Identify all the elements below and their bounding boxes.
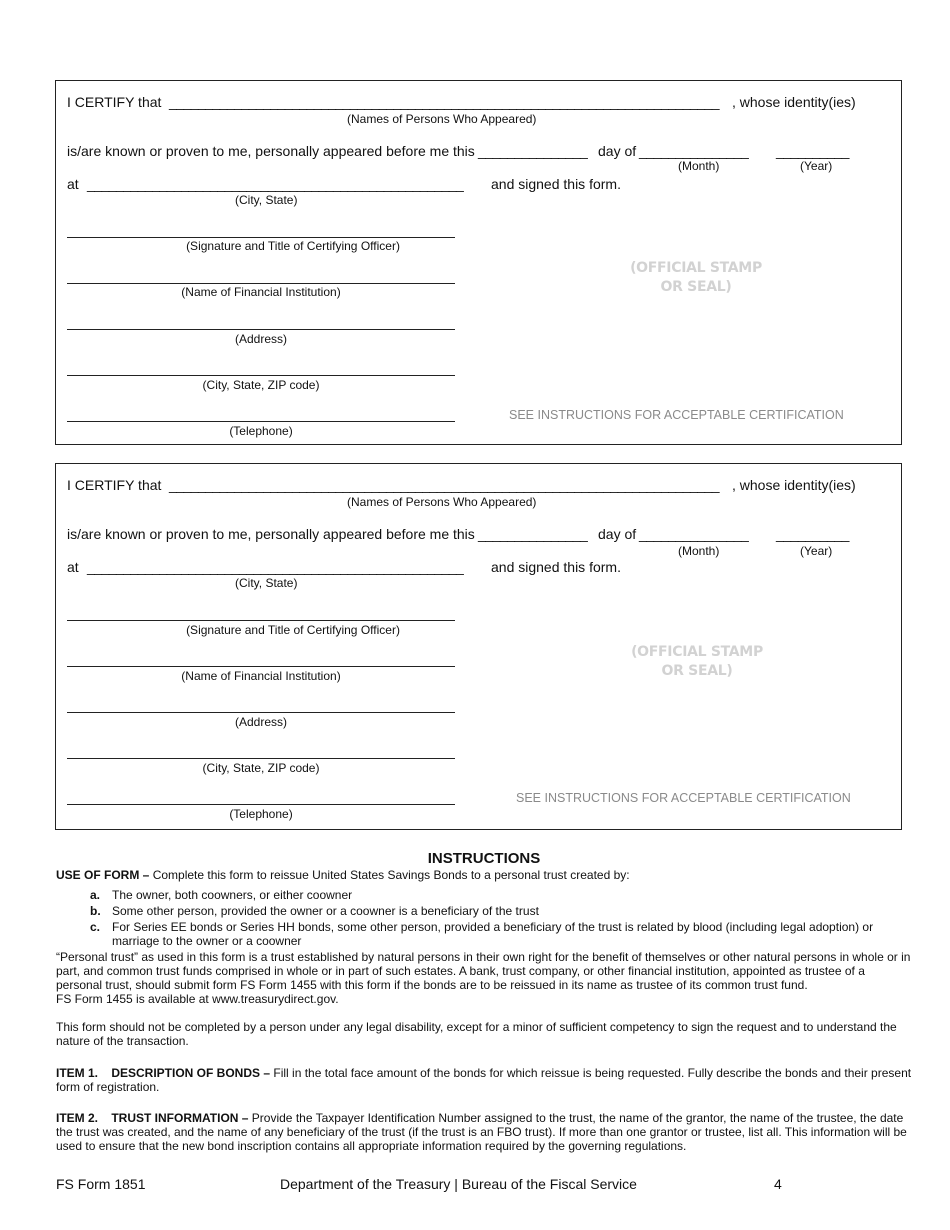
legal-disability-note: This form should not be completed by a person under any legal disability, except for a minor of sufficient competency to sign the request and to understand the nature of the transaction. bbox=[56, 1020, 897, 1048]
city-zip-line[interactable] bbox=[67, 758, 455, 759]
use-of-form-heading: USE OF FORM – bbox=[56, 868, 150, 882]
institution-label: (Name of Financial Institution) bbox=[181, 669, 341, 683]
institution-label: (Name of Financial Institution) bbox=[181, 285, 341, 299]
stamp-line-1: (OFFICIAL STAMP bbox=[630, 260, 762, 276]
city-zip-line[interactable] bbox=[67, 375, 455, 376]
city-zip-label: (City, State, ZIP code) bbox=[202, 378, 320, 392]
institution-line[interactable] bbox=[67, 283, 455, 284]
list-item bbox=[56, 920, 912, 948]
day-of-text: day of bbox=[598, 143, 637, 159]
address-line[interactable] bbox=[67, 712, 455, 713]
names-label: (Names of Persons Who Appeared) bbox=[347, 112, 537, 126]
official-stamp-placeholder bbox=[616, 259, 776, 297]
instructions-section bbox=[56, 850, 912, 1153]
city-field[interactable]: ____________________________________________________ bbox=[87, 176, 464, 192]
year-field[interactable]: __________ bbox=[776, 526, 849, 542]
signature-label: (Signature and Title of Certifying Officer) bbox=[186, 623, 400, 637]
year-label: (Year) bbox=[800, 544, 833, 558]
day-field[interactable]: _______________ bbox=[478, 143, 588, 159]
list-item bbox=[56, 904, 912, 918]
month-field[interactable]: _______________ bbox=[639, 143, 749, 159]
list-item bbox=[56, 888, 912, 902]
personal-trust-definition: “Personal trust” as used in this form is a trust established by natural persons in their own right for the benefit of themselves or other natural persons in whole or in part, and common trust funds comprised in whole or in part of such estates. A bank, trust company, or other financial institution, appointed as trustee of a personal trust, should submit form FS Form 1455 with this form if the bonds are to be reissued in its name as trustee of its common trust fund. bbox=[56, 950, 911, 992]
list-item-text: For Series EE bonds or Series HH bonds, some other person, provided a beneficiary of the trust is related by blood (including legal adoption) or marriage to the owner or a coowner bbox=[112, 920, 874, 948]
year-field[interactable]: __________ bbox=[776, 143, 849, 159]
identity-suffix: , whose identity(ies) bbox=[732, 94, 856, 110]
telephone-label: (Telephone) bbox=[229, 424, 293, 438]
list-marker: b. bbox=[90, 904, 101, 918]
trust-creator-list bbox=[56, 888, 912, 948]
list-item-text: Some other person, provided the owner or a coowner is a beneficiary of the trust bbox=[112, 904, 539, 918]
stamp-line-1: (OFFICIAL STAMP bbox=[631, 644, 763, 660]
telephone-line[interactable] bbox=[67, 421, 455, 422]
official-stamp-placeholder bbox=[617, 643, 777, 681]
signature-line[interactable] bbox=[67, 620, 455, 621]
stamp-line-2: OR SEAL) bbox=[661, 663, 733, 679]
names-label: (Names of Persons Who Appeared) bbox=[347, 495, 537, 509]
names-field[interactable]: ____________________________________________________________________________ bbox=[169, 477, 719, 493]
list-marker: a. bbox=[90, 888, 101, 902]
known-text: is/are known or proven to me, personally appeared before me this bbox=[67, 526, 475, 542]
item-1-text: Fill in the total face amount of the bonds for which reissue is being requested. Fully describe the bonds and their present form of registration. bbox=[56, 1066, 912, 1094]
day-field[interactable]: _______________ bbox=[478, 526, 588, 542]
signature-label: (Signature and Title of Certifying Officer) bbox=[186, 239, 400, 253]
address-label: (Address) bbox=[234, 715, 287, 729]
signed-text: and signed this form. bbox=[491, 559, 621, 575]
use-of-form-text: Complete this form to reissue United States Savings Bonds to a personal trust created by: bbox=[152, 868, 630, 882]
day-of-text: day of bbox=[598, 526, 637, 542]
year-label: (Year) bbox=[800, 159, 833, 173]
certify-prefix: I CERTIFY that bbox=[67, 477, 162, 493]
item-2-text: Provide the Taxpayer Identification Number assigned to the trust, the name of the grantor, the name of the trustee, the date the trust was created, and the name of any beneficiary of the trust (if the trust is an FBO trust). If more than one grantor or trustee, list all. This information will be used to ensure that the new bond inscription contains all appropriate information required by the governing regulations. bbox=[56, 1111, 907, 1153]
certification-block-1 bbox=[55, 80, 902, 445]
stamp-line-2: OR SEAL) bbox=[660, 279, 732, 295]
month-field[interactable]: _______________ bbox=[639, 526, 749, 542]
list-marker: c. bbox=[90, 920, 101, 934]
city-label: (City, State) bbox=[235, 576, 298, 590]
item-2-instructions bbox=[56, 1111, 912, 1153]
institution-line[interactable] bbox=[67, 666, 455, 667]
names-field[interactable]: ____________________________________________________________________________ bbox=[169, 94, 719, 110]
at-prefix: at bbox=[67, 559, 79, 575]
month-label: (Month) bbox=[678, 159, 720, 173]
address-label: (Address) bbox=[234, 332, 287, 346]
identity-suffix: , whose identity(ies) bbox=[732, 477, 856, 493]
footer-page-number: 4 bbox=[774, 1176, 782, 1192]
telephone-label: (Telephone) bbox=[229, 807, 293, 821]
item-1-heading: ITEM 1. DESCRIPTION OF BONDS – bbox=[56, 1066, 271, 1080]
city-field[interactable]: ____________________________________________________ bbox=[87, 559, 464, 575]
certification-block-2 bbox=[55, 463, 902, 830]
month-label: (Month) bbox=[678, 544, 720, 558]
item-2-heading: ITEM 2. TRUST INFORMATION – bbox=[56, 1111, 249, 1125]
known-text: is/are known or proven to me, personally appeared before me this bbox=[67, 143, 475, 159]
see-instructions-note: SEE INSTRUCTIONS FOR ACCEPTABLE CERTIFICATION bbox=[516, 791, 851, 805]
address-line[interactable] bbox=[67, 329, 455, 330]
certify-prefix: I CERTIFY that bbox=[67, 94, 162, 110]
list-item-text: The owner, both coowners, or either coowner bbox=[112, 888, 353, 902]
fs-1455-availability: FS Form 1455 is available at www.treasurydirect.gov. bbox=[56, 992, 339, 1006]
footer-department: Department of the Treasury | Bureau of the Fiscal Service bbox=[280, 1176, 637, 1192]
see-instructions-note: SEE INSTRUCTIONS FOR ACCEPTABLE CERTIFICATION bbox=[509, 408, 844, 422]
signed-text: and signed this form. bbox=[491, 176, 621, 192]
footer-form-name: FS Form 1851 bbox=[56, 1176, 146, 1192]
city-zip-label: (City, State, ZIP code) bbox=[202, 761, 320, 775]
at-prefix: at bbox=[67, 176, 79, 192]
signature-line[interactable] bbox=[67, 237, 455, 238]
telephone-line[interactable] bbox=[67, 804, 455, 805]
city-label: (City, State) bbox=[235, 193, 298, 207]
use-of-form bbox=[56, 868, 912, 882]
instructions-title: INSTRUCTIONS bbox=[427, 850, 541, 867]
item-1-instructions bbox=[56, 1066, 912, 1094]
